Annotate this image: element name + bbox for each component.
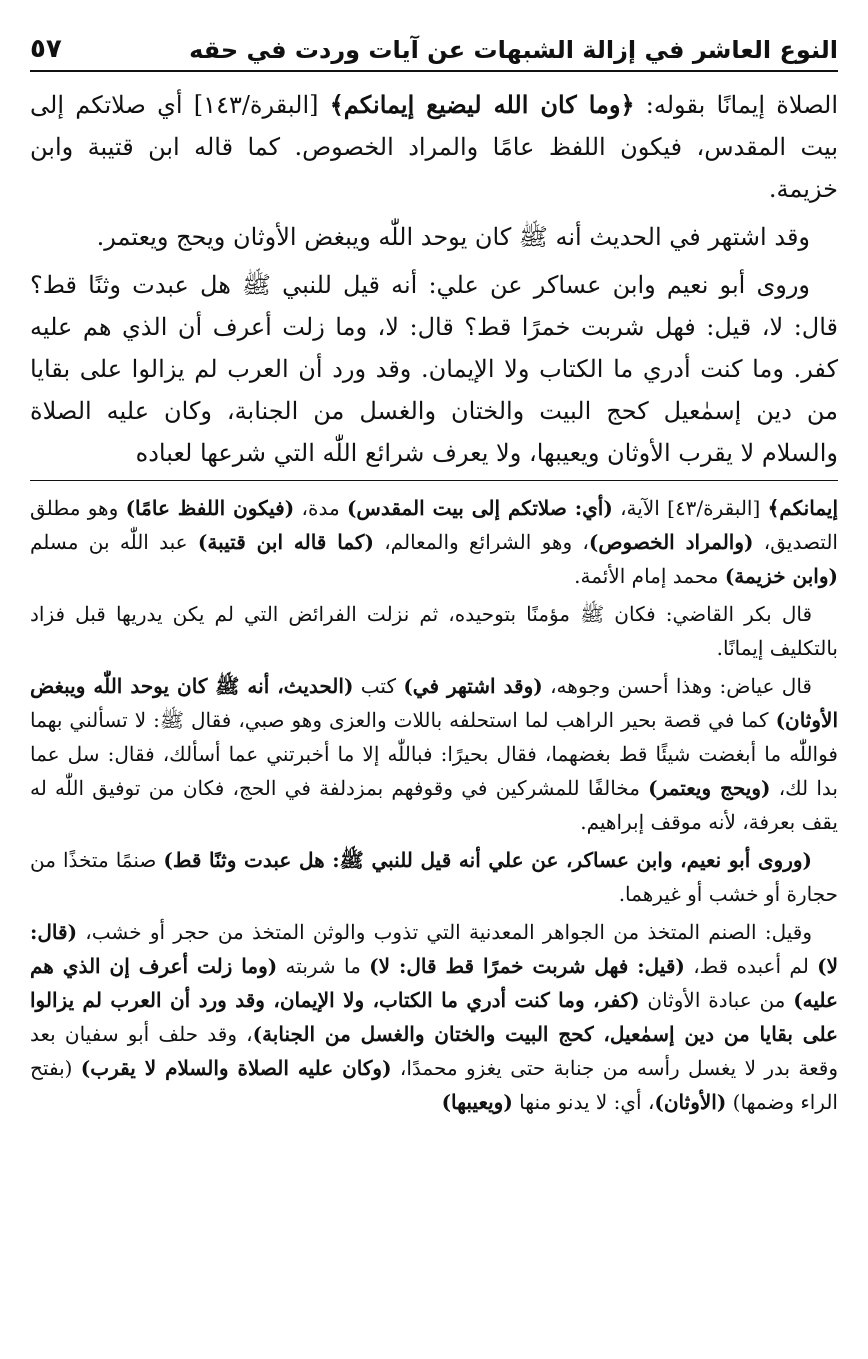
text-run: قال بكر القاضي: فكان ﷺ مؤمنًا بتوحيده، ثم نزلت الفرائض التي لم يكن يدريها قبل فزاد بالتكليف إيمانًا. — [30, 602, 838, 660]
bold-text: (الأوثان) — [654, 1090, 727, 1114]
text-run: [البقرة/٤٣] الآية، — [612, 496, 768, 520]
text-run: صنمًا متخذًا من حجارة أو خشب أو غيرهما. — [30, 848, 838, 906]
text-run: من عبادة الأوثان — [639, 988, 794, 1012]
bold-text: (ويعيبها) — [441, 1090, 513, 1114]
bold-text: (قال: لا) — [30, 920, 839, 978]
main-paragraph — [30, 84, 838, 210]
bold-text: (فيكون اللفظ عامًا) — [125, 496, 295, 520]
commentary-paragraph — [30, 669, 838, 839]
running-title: النوع العاشر في إزالة الشبهات عن آيات وردت في حقه — [189, 36, 838, 64]
commentary-paragraph — [30, 843, 838, 911]
commentary-paragraph — [30, 491, 838, 593]
text-run: عبد اللّٰه بن مسلم — [30, 530, 198, 554]
text-run: وروى أبو نعيم وابن عساكر عن علي: أنه قيل للنبي ﷺ هل عبدت وثنًا قط؟ قال: لا، قيل: فهل شربت خمرًا قط؟ قال: لا، وما زلت أعرف أن الذي هم عليه كفر. وما كنت أدري ما الكتاب ولا الإيمان. وقد ورد أن العرب لم يزالوا على بقايا من دين إسمٰعيل كحج البيت والختان والغسل من الجنابة، وكان عليه الصلاة والسلام لا يقرب الأوثان ويعيبها، ولا يعرف شرائع اللّٰه التي شرعها لعباده — [30, 271, 838, 467]
bold-text: (وروى أبو نعيم، وابن عساكر، عن علي أنه قيل للنبي ﷺ: هل عبدت وثنًا قط) — [163, 848, 812, 872]
text-run: وقيل: الصنم المتخذ من الجواهر المعدنية التي تذوب والوثن المتخذ من حجر أو خشب، — [77, 920, 812, 944]
text-run: مخالفًا للمشركين في وقوفهم بمزدلفة في الحج، فكان من توفيق اللّٰه له يقف بعرفة، لأنه موقف إبراهيم. — [30, 776, 838, 834]
bold-text: (أي: صلاتكم إلى بيت المقدس) — [346, 496, 613, 520]
page-header — [30, 20, 838, 72]
text-run: ، وهو الشرائع والمعالم، — [373, 530, 589, 554]
page — [30, 20, 838, 1339]
main-text — [30, 84, 838, 474]
text-run: ما شربته — [277, 954, 370, 978]
text-run: كتب — [353, 674, 404, 698]
commentary-paragraph — [30, 915, 838, 1119]
bold-text: (وكان عليه الصلاة والسلام لا يقرب) — [80, 1056, 392, 1080]
text-run: [البقرة/١٤٣] أي صلاتكم إلى بيت المقدس، فيكون اللفظ عامًا والمراد الخصوص. كما قاله ابن قتيبة وابن خزيمة. — [30, 91, 838, 203]
bold-text: (كما قاله ابن قتيبة) — [197, 530, 374, 554]
text-run: كما في قصة بحير الراهب لما استحلفه باللات والعزى وهو صبي، فقال ﷺ: لا تسألني بهما فواللّٰه ما أبغضت شيئًا قط بغضهما، فقال بحيرًا: فباللّٰه إلا ما أخبرتني عما أسألك، فقال: سل عما بدا لك، — [30, 708, 838, 800]
text-run: لم أعبده قط، — [684, 954, 818, 978]
commentary-text — [30, 491, 838, 1119]
text-run: ، أي: لا يدنو منها — [512, 1090, 655, 1114]
page-number: ٥٧ — [30, 34, 62, 64]
bold-text: (والمراد الخصوص) — [588, 530, 754, 554]
bold-text: (وابن خزيمة) — [724, 564, 838, 588]
bold-text: (ويحج ويعتمر) — [648, 776, 771, 800]
text-run: وقد اشتهر في الحديث أنه ﷺ كان يوحد اللّٰه ويبغض الأوثان ويحج ويعتمر. — [96, 223, 810, 251]
text-run: مدة، — [294, 496, 347, 520]
commentary-paragraph — [30, 597, 838, 665]
text-run: الصلاة إيمانًا بقوله: — [634, 91, 838, 119]
bold-text: (وقد اشتهر في) — [403, 674, 543, 698]
bold-text: إيمانكم﴾ — [767, 496, 839, 520]
text-run: قال عياض: وهذا أحسن وجوهه، — [542, 674, 812, 698]
bold-text: (الحديث، أنه ﷺ كان يوحد اللّٰه ويبغض الأوثان) — [30, 674, 838, 732]
text-run: ، وقد حلف أبو سفيان بعد وقعة بدر لا يغسل رأسه من جنابة حتى يغزو محمدًا، — [30, 1022, 838, 1080]
text-run: محمد إمام الأئمة. — [574, 564, 725, 588]
bold-text: ﴿وما كان الله ليضيع إيمانكم﴾ — [329, 90, 635, 119]
text-run: وهو مطلق التصديق، — [30, 496, 838, 554]
main-paragraph — [30, 216, 838, 258]
footnote-divider — [30, 480, 838, 481]
text-run: (بفتح الراء وضمها) — [30, 1056, 838, 1114]
bold-text: (كفر، وما كنت أدري ما الكتاب، ولا الإيمان، وقد ورد أن العرب لم يزالوا على بقايا من دين إسمٰعيل، كحج البيت والختان والغسل من الجنابة) — [30, 988, 838, 1046]
main-paragraph — [30, 264, 838, 474]
bold-text: (وما زلت أعرف إن الذي هم عليه) — [30, 954, 838, 1012]
bold-text: (قيل: فهل شربت خمرًا قط قال: لا) — [369, 954, 685, 978]
